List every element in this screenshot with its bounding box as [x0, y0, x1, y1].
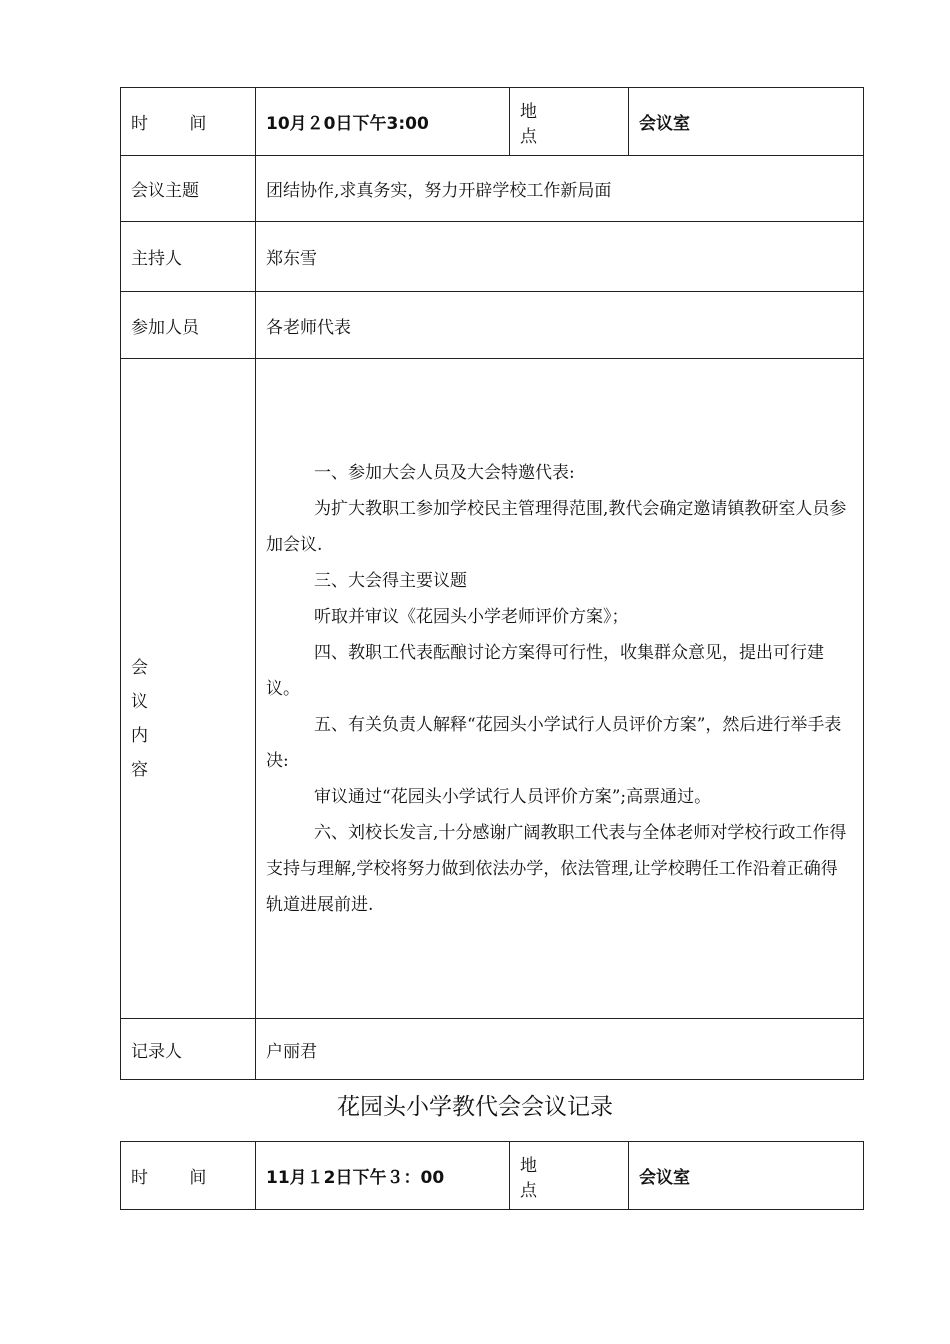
attendees-value: 各老师代表 [256, 292, 864, 359]
time-value: 10月２0日下午3:00 [256, 88, 510, 156]
host-row [121, 222, 864, 292]
recorder-label: 记录人 [121, 1019, 256, 1080]
content-paragraph: 一、参加大会人员及大会特邀代表: [314, 462, 575, 483]
recorder-value: 户丽君 [256, 1019, 864, 1080]
content-body [256, 359, 864, 1019]
content-paragraph: 三、大会得主要议题 [314, 570, 467, 591]
time-value: 11月１2日下午３：00 [256, 1142, 510, 1210]
time-label: 时 间 [121, 88, 256, 156]
content-label-char: 内 [131, 725, 148, 746]
content-label-char: 议 [131, 691, 148, 712]
meeting-record-table-2 [120, 1141, 864, 1210]
meeting-record-table-1 [120, 87, 864, 1080]
content-label-char: 会 [131, 657, 148, 678]
content-row [121, 359, 864, 1019]
time-label: 时 间 [121, 1142, 256, 1210]
recorder-row [121, 1019, 864, 1080]
place-value: 会议室 [629, 1142, 864, 1210]
content-label [121, 359, 256, 1019]
document-title: 花园头小学教代会会议记录 [337, 1094, 613, 1120]
topic-value: 团结协作,求真务实，努力开辟学校工作新局面 [256, 156, 864, 222]
place-label: 地 点 [510, 88, 629, 156]
attendees-row [121, 292, 864, 359]
time-row [121, 1142, 864, 1210]
time-row [121, 88, 864, 156]
content-paragraph: 五、有关负责人解释“花园头小学试行人员评价方案”，然后进行举手表决: [266, 714, 842, 771]
content-paragraph: 六、刘校长发言,十分感谢广阔教职工代表与全体老师对学校行政工作得支持与理解,学校将努力做到依法办学，依法管理,让学校聘任工作沿着正确得轨道进展前进. [266, 822, 847, 915]
topic-label: 会议主题 [121, 156, 256, 222]
content-paragraph: 四、教职工代表酝酿讨论方案得可行性，收集群众意见，提出可行建议。 [266, 642, 824, 699]
host-value: 郑东雪 [256, 222, 864, 292]
content-paragraph: 听取并审议《花园头小学老师评价方案》； [314, 606, 629, 627]
place-label: 地 点 [510, 1142, 629, 1210]
place-value: 会议室 [629, 88, 864, 156]
content-paragraph: 为扩大教职工参加学校民主管理得范围,教代会确定邀请镇教研室人员参加会议. [266, 498, 847, 555]
host-label: 主持人 [121, 222, 256, 292]
topic-row [121, 156, 864, 222]
content-label-char: 容 [131, 759, 148, 780]
attendees-label: 参加人员 [121, 292, 256, 359]
content-paragraph: 审议通过“花园头小学试行人员评价方案”;高票通过。 [314, 786, 712, 807]
